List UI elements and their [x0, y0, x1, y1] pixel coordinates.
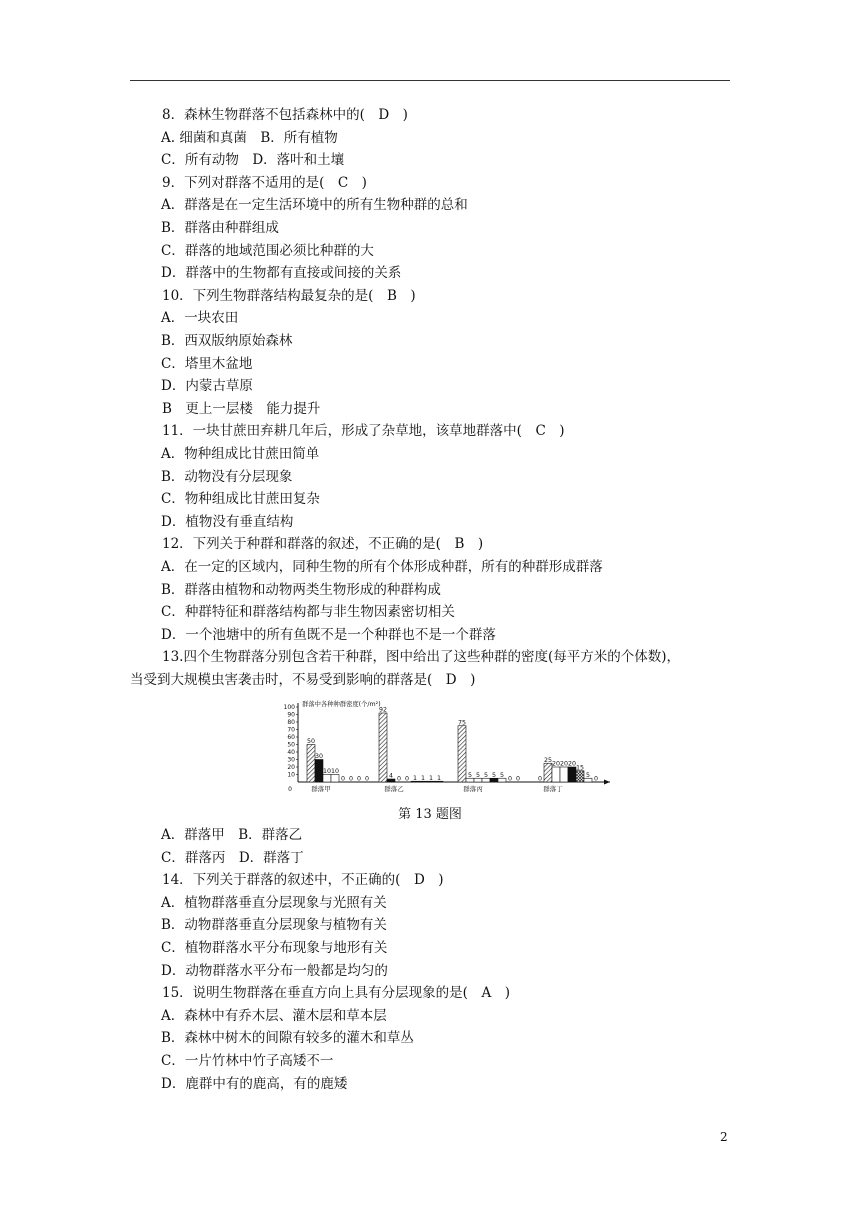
text-line: A．物种组成比甘蔗田简单 [161, 446, 320, 462]
text-line: C．所有动物 D．落叶和土壤 [161, 152, 345, 169]
bar [474, 778, 482, 782]
figure-13 [280, 700, 620, 800]
bar-value-label: 0 [537, 775, 543, 783]
chart-title: 群落中各种种群密度(个/m²) [302, 701, 381, 708]
text-line: 8．森林生物群落不包括森林中的( D ) [162, 107, 408, 123]
text-line: C．塔里木盆地 [161, 355, 253, 372]
text-line: A．群落是在一定生活环境中的所有生物种群的总和 [161, 197, 468, 214]
text-line: D．植物没有垂直结构 [161, 513, 294, 530]
figure-caption: 第 13 题图 [398, 807, 462, 822]
text-line: 11．一块甘蔗田弃耕几年后，形成了杂草地，该草地群落中( C ) [162, 423, 565, 440]
bar [315, 760, 323, 783]
bar-value-label: 0 [396, 775, 402, 783]
bar [323, 775, 331, 783]
bar-value-label: 5 [467, 771, 473, 779]
bar-value-label: 50 [306, 738, 316, 745]
text-line: C．种群特征和群落结构都与非生物因素密切相关 [161, 604, 455, 621]
bar-value-label: 10 [330, 768, 340, 775]
bar-value-label: 5 [491, 771, 497, 779]
y-tick-label: 50 [287, 741, 295, 749]
text-line: 13.四个生物群落分别包含若干种群，图中给出了这些种群的密度(每平方米的个体数)， [162, 649, 681, 666]
text-line: D．鹿群中有的鹿高，有的鹿矮 [161, 1075, 348, 1092]
text-line: C．群落丙 D．群落丁 [161, 849, 304, 866]
bar-value-label: 75 [457, 719, 467, 727]
x-axis-arrow [604, 780, 610, 785]
group-label: 群落丙 [463, 785, 483, 793]
bar-value-label: 5 [585, 771, 591, 779]
y-tick-label: 80 [287, 719, 295, 726]
bar-value-label: 20 [567, 760, 577, 768]
text-line: C．物种组成比甘蔗田复杂 [161, 491, 320, 508]
y-tick-label: 30 [287, 756, 295, 764]
y-tick-label: 100 [283, 704, 295, 711]
text-line: A．森林中有乔木层、灌木层和草本层 [161, 1007, 387, 1024]
text-line: A．一块农田 [161, 310, 239, 327]
text-line: 9．下列对群落不适用的是( C ) [162, 174, 367, 191]
text-line: 12．下列关于种群和群落的叙述，不正确的是( B ) [162, 536, 484, 553]
text-line: B 更上一层楼 能力提升 [162, 400, 321, 417]
bar-value-label: 0 [340, 775, 346, 783]
bar [568, 767, 576, 782]
bar-value-label: 15 [575, 764, 585, 772]
bar-value-label: 5 [475, 771, 481, 779]
bar [482, 778, 490, 782]
y-tick-label: 40 [287, 749, 295, 756]
bar-value-label: 0 [593, 775, 599, 783]
density-bar-chart [280, 700, 620, 800]
text-line: C．群落的地域范围必须比种群的大 [161, 242, 374, 259]
bar [490, 778, 498, 782]
text-line: A．植物群落垂直分层现象与光照有关 [161, 894, 387, 911]
bar-value-label: 10 [322, 768, 332, 775]
bar-value-label: 1 [428, 774, 434, 782]
bar-value-label: 0 [507, 775, 513, 783]
bar-value-label: 5 [483, 771, 489, 779]
group-label: 群落甲 [311, 785, 331, 793]
bar-value-label: 20 [551, 760, 561, 768]
text-line: D．内蒙古草原 [161, 378, 253, 395]
y-tick-label: 70 [287, 726, 295, 734]
y-tick-label: 10 [287, 771, 295, 779]
group-label: 群落丁 [543, 785, 563, 793]
bar-value-label: 25 [543, 756, 553, 764]
bar-value-label: 0 [404, 775, 410, 783]
bar-value-label: 1 [420, 774, 426, 782]
header-rule [130, 80, 730, 81]
bar [544, 763, 552, 782]
bar [466, 778, 474, 782]
bar [498, 778, 506, 782]
text-line: 10．下列生物群落结构最复杂的是( B ) [162, 287, 416, 304]
y-tick-label: 0 [288, 786, 292, 793]
bar [458, 726, 466, 782]
bar [379, 713, 387, 782]
y-tick-label: 60 [287, 734, 295, 741]
text-line: B．森林中树木的间隙有较多的灌木和草丛 [161, 1030, 414, 1047]
bar-value-label: 5 [499, 771, 505, 779]
bar-value-label: 92 [378, 706, 388, 714]
bar-value-label: 1 [412, 774, 418, 782]
y-tick-label: 20 [287, 764, 295, 771]
y-tick-label: 90 [287, 711, 295, 719]
text-line: 当受到大规模虫害袭击时，不易受到影响的群落是( D ) [130, 672, 476, 688]
text-line: D．群落中的生物都有直接或间接的关系 [161, 265, 402, 282]
text-line: A．在一定的区域内，同种生物的所有个体形成种群，所有的种群形成群落 [161, 559, 603, 575]
text-line: C．一片竹林中竹子高矮不一 [161, 1053, 334, 1069]
bar-value-label: 20 [559, 760, 569, 768]
bar-value-label: 0 [356, 775, 362, 783]
text-line: C．植物群落水平分布现象与地形有关 [161, 940, 388, 956]
text-line: 14．下列关于群落的叙述中，不正确的( D ) [162, 872, 444, 889]
text-line: B．群落由植物和动物两类生物形成的种群构成 [161, 581, 441, 598]
bar-value-label: 4 [388, 772, 394, 780]
bar [307, 745, 315, 783]
group-label: 群落乙 [384, 785, 404, 793]
text-line: 15．说明生物群落在垂直方向上具有分层现象的是( A ) [162, 985, 510, 1002]
bar [576, 771, 584, 782]
text-line: B．动物群落垂直分层现象与植物有关 [161, 917, 387, 934]
text-line: D．动物群落水平分布一般都是均匀的 [161, 962, 388, 979]
text-line: A. 细菌和真菌 B．所有植物 [161, 129, 338, 146]
bar [584, 778, 592, 782]
bar [552, 767, 560, 782]
text-line: B．动物没有分层现象 [161, 468, 293, 485]
bar-value-label: 0 [364, 775, 370, 783]
bar [560, 767, 568, 782]
bar [331, 775, 339, 783]
text-line: B．群落由种群组成 [161, 220, 279, 236]
text-line: B．西双版纳原始森林 [161, 333, 293, 349]
bar-value-label: 1 [436, 774, 442, 782]
bar-value-label: 0 [348, 775, 354, 783]
page-number: 2 [720, 1130, 728, 1144]
text-line: D．一个池塘中的所有鱼既不是一个种群也不是一个群落 [161, 626, 496, 643]
text-line: A．群落甲 B．群落乙 [161, 827, 303, 843]
bar-value-label: 0 [515, 775, 521, 783]
bar-value-label: 30 [314, 753, 324, 760]
